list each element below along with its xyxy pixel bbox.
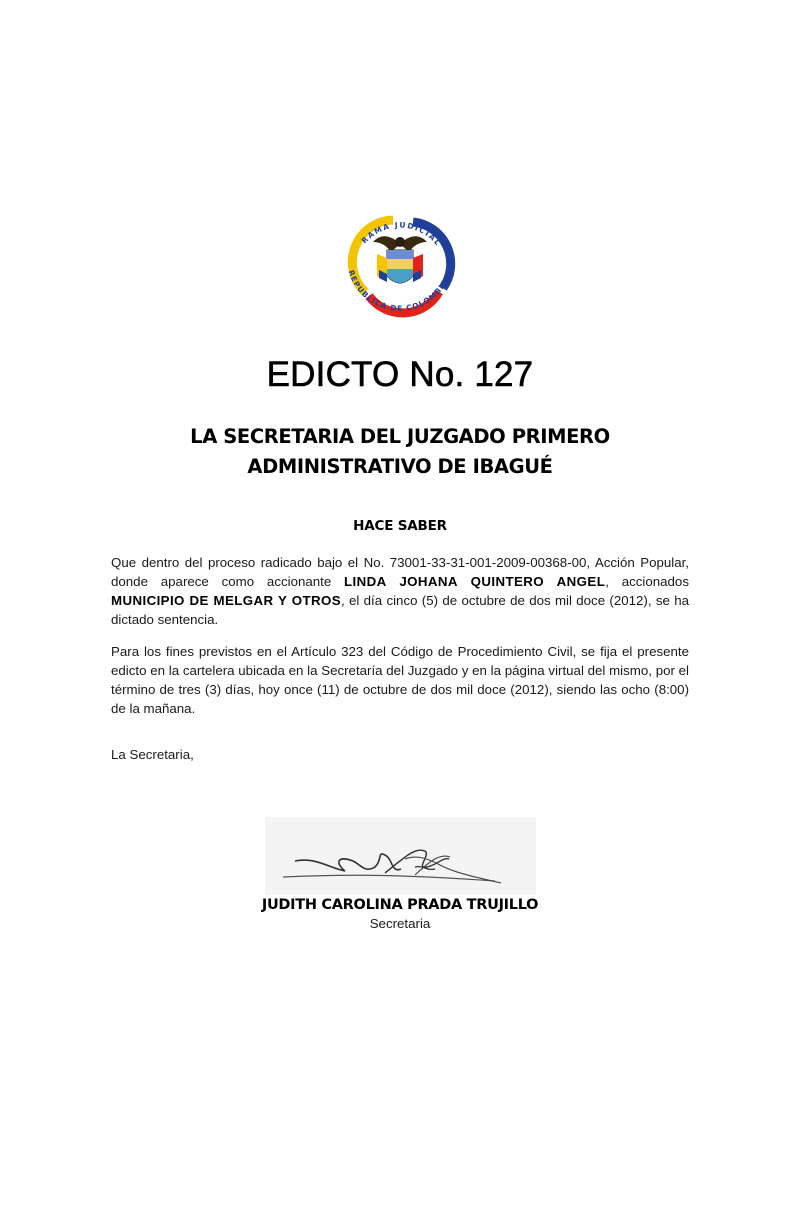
plaintiff-name: LINDA JOHANA QUINTERO ANGEL [344,574,606,589]
paragraph-text: , el día cinco (5) de octubre de dos mil doce (2012), se ha dictado sentencia. [111,593,690,627]
coat-of-arms-seal [335,192,465,332]
signer-name: JUDITH CAROLINA PRADA TRUJILLO [261,897,539,913]
signer-role: Secretaria [369,916,431,931]
paragraph-posting-details: Para los fines previstos en el Artículo 323 del Código de Procedimiento Civil, se fija el presente edicto en la cartelera ubicada en la Secretaría del Juzgado y en la página virtual del mismo, por el término de tres (3) días, hoy once (11) de octubre de dos mil doce (2012), siendo las ocho (8:00) de la mañana. [111,644,689,716]
svg-text:RAMA JUDICIAL: RAMA JUDICIAL [359,220,444,249]
signature-scribble [265,817,536,895]
document-title: EDICTO No. 127 [266,355,534,394]
issuing-office [0,422,800,482]
issuing-office-line-1: LA SECRETARIA DEL JUZGADO PRIMERO [190,425,610,448]
svg-text:REPUBLICA DE COLOMBIA: REPUBLICA DE COLOMBIA [346,268,450,314]
issuing-office-line-2: ADMINISTRATIVO DE IBAGUÉ [247,455,553,478]
paragraph-text: Que dentro del proceso radicado bajo el No. 73001-33-31-001-2009-00368-00, Acción Popular, donde aparece como accionante [111,555,689,589]
handwritten-signature [265,817,536,895]
closing-line: La Secretaria, [111,747,194,762]
rama-judicial-logo [335,192,465,332]
section-heading: HACE SABER [353,518,447,534]
paragraph-text: , accionados [605,574,689,589]
paragraph-process-details [111,553,689,629]
defendant-name: MUNICIPIO DE MELGAR Y OTROS [111,593,341,608]
